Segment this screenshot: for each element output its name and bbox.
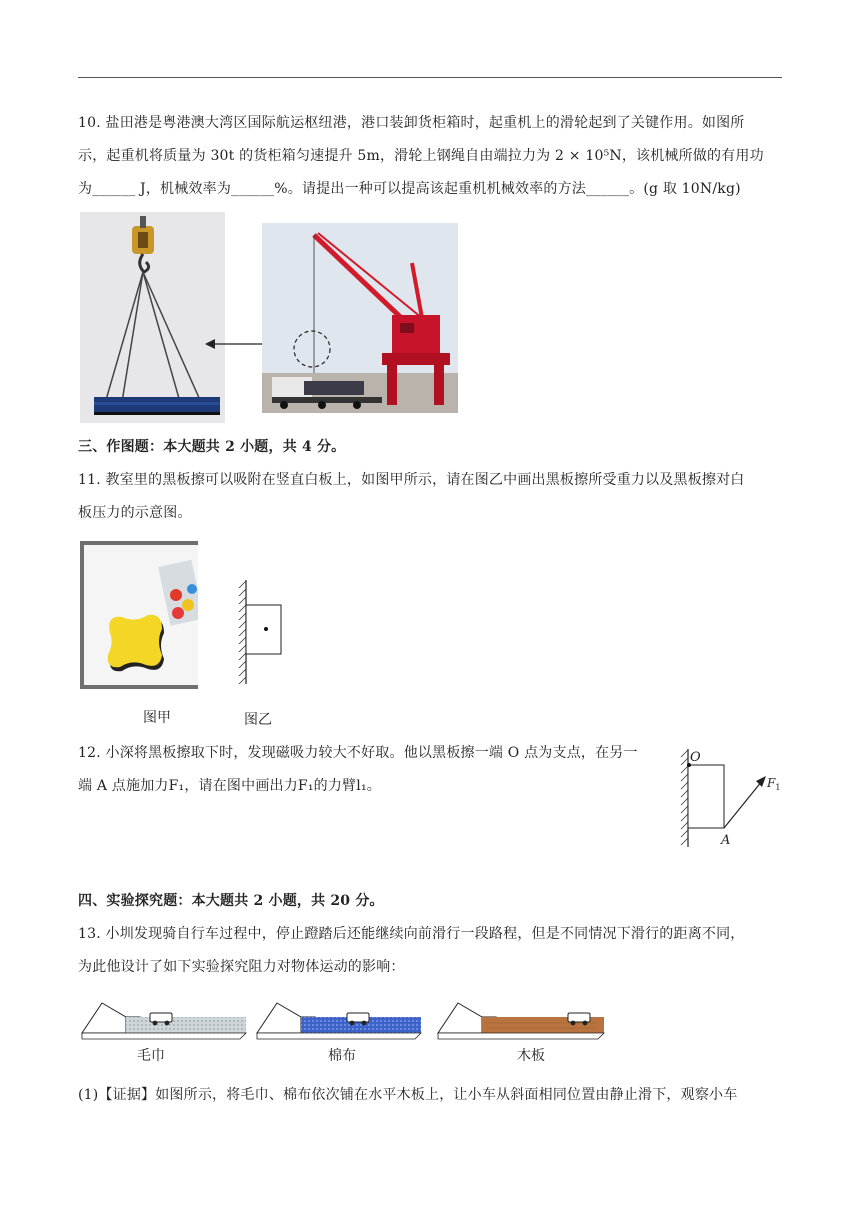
lever-diagram xyxy=(676,743,786,851)
figure-a-caption: 图甲 xyxy=(143,710,171,726)
q10-line-1: 10. 盐田港是粤港澳大湾区国际航运枢纽港，港口装卸货柜箱时，起重机上的滑轮起到了关键作用。如图所 xyxy=(78,115,745,131)
point-o-label: O xyxy=(690,750,701,765)
wall-eraser-diagram xyxy=(237,578,287,686)
ramp-towel-figure xyxy=(80,999,250,1041)
q11-line-1: 11. 教室里的黑板擦可以吸附在竖直白板上，如图甲所示，请在图乙中画出黑板擦所受重力以及黑板擦对白 xyxy=(78,472,745,488)
ramp-cotton-figure xyxy=(255,999,425,1041)
ramp-wood-figure xyxy=(436,999,608,1041)
crane-photo xyxy=(262,223,458,413)
label-towel: 毛巾 xyxy=(137,1048,165,1064)
figure-b-caption: 图乙 xyxy=(244,712,272,728)
label-cotton: 棉布 xyxy=(328,1048,356,1064)
q12-line-1: 12. 小深将黑板擦取下时，发现磁吸力较大不好取。他以黑板擦一端 O 点为支点，在另一 xyxy=(78,745,638,761)
q10-line-2: 示，起重机将质量为 30t 的货柜箱匀速提升 5m，滑轮上钢绳自由端拉力为 2 × 10⁵N，该机械所做的有用功 xyxy=(78,148,764,164)
section-4-heading: 四、实验探究题：本大题共 2 小题，共 20 分。 xyxy=(78,893,384,909)
q13-part-1: (1)【证据】如图所示，将毛巾、棉布依次铺在水平木板上，让小车从斜面相同位置由静止滑下，观察小车 xyxy=(78,1087,738,1103)
whiteboard-eraser-photo xyxy=(80,541,198,689)
point-a-label: A xyxy=(721,833,731,848)
q13-line-1: 13. 小圳发现骑自行车过程中，停止蹬踏后还能继续向前滑行一段路程，但是不同情况下滑行的距离不同， xyxy=(78,926,745,942)
force-f1-label: $F_1$ xyxy=(767,776,781,792)
q12-line-2: 端 A 点施加力F₁，请在图中画出力F₁的力臂l₁。 xyxy=(78,778,381,794)
q10-line-3: 为______ J，机械效率为______%。请提出一种可以提高该起重机机械效率的方法______。(g 取 10N/kg) xyxy=(78,181,741,197)
container-hook-photo xyxy=(80,212,225,423)
q11-line-2: 板压力的示意图。 xyxy=(78,505,192,521)
header-rule xyxy=(78,77,782,78)
label-wood: 木板 xyxy=(517,1048,545,1064)
q13-line-2: 为此他设计了如下实验探究阻力对物体运动的影响： xyxy=(78,959,405,975)
section-3-heading: 三、作图题：本大题共 2 小题，共 4 分。 xyxy=(78,439,346,455)
